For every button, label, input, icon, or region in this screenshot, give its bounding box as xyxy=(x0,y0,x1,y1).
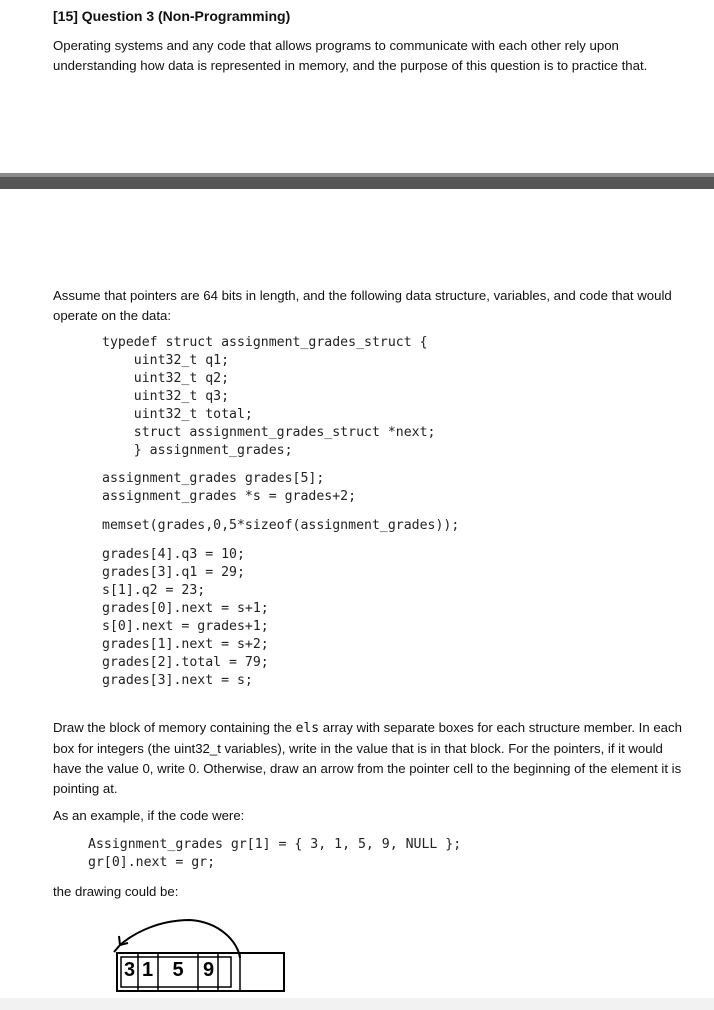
example-cell-value: 9 xyxy=(202,959,215,981)
pointer-arrow-head xyxy=(114,936,128,952)
question-intro: Operating systems and any code that allows programs to communicate with each other rely upon understanding how data is represented in memory, and the purpose of this question is to practice that. xyxy=(53,38,648,73)
could-be-text: the drawing could be: xyxy=(53,884,179,899)
footer-band xyxy=(0,998,714,1010)
draw-instructions-code-term: els xyxy=(295,721,320,736)
variable-declarations-code: assignment_grades grades[5]; assignment_grades *s = grades+2; xyxy=(102,471,357,504)
divider-bar xyxy=(0,177,714,189)
example-cell-value: 5 xyxy=(172,959,184,981)
struct-definition-code: typedef struct assignment_grades_struct { uint32_t q1; uint32_t q2; uint32_t q3; uint32_t total; struct assignment_grades_struct *next; } assignment_grades; xyxy=(102,335,436,458)
assume-paragraph: Assume that pointers are 64 bits in length, and the following data structure, variables, and code that would operate on the data: xyxy=(53,288,672,323)
example-code: Assignment_grades gr[1] = { 3, 1, 5, 9, NULL }; gr[0].next = gr; xyxy=(88,837,462,870)
draw-instructions-after: array with separate boxes for each structure member. In each box for integers (the uint32_t variables), write in the value that is in that block. For the pointers, if it would have the value 0, write 0. Otherwise, draw an arrow from the pointer cell to the beginning of the element it is pointing at. xyxy=(53,720,682,796)
example-memory-drawing xyxy=(110,912,300,998)
example-cell-value: 1 xyxy=(141,959,154,981)
memset-code: memset(grades,0,5*sizeof(assignment_grades)); xyxy=(102,518,460,533)
example-intro: As an example, if the code were: xyxy=(53,808,245,823)
draw-instructions xyxy=(53,718,693,799)
example-cell-value: 3 xyxy=(123,959,136,981)
question-title: [15] Question 3 (Non-Programming) xyxy=(53,8,291,24)
section-divider xyxy=(0,173,714,190)
draw-instructions-before: Draw the block of memory containing the xyxy=(53,720,296,735)
assignment-statements-code: grades[4].q3 = 10; grades[3].q1 = 29; s[1].q2 = 23; grades[0].next = s+1; s[0].next = grades+1; grades[1].next = s+2; grades[2].total = 79; grades[3].next = s; xyxy=(102,547,269,688)
